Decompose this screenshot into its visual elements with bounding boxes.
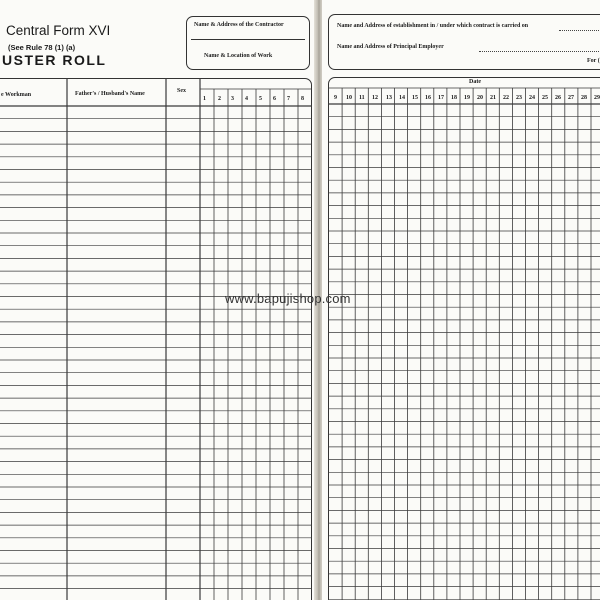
day-header: 10	[346, 95, 352, 101]
day-header: 28	[581, 95, 587, 101]
day-header: 23	[516, 95, 522, 101]
day-header: 4	[245, 96, 248, 102]
day-header: 21	[490, 95, 496, 101]
sex-column-header: Sex	[177, 88, 186, 94]
day-header: 20	[477, 95, 483, 101]
day-header: 16	[425, 95, 431, 101]
day-header: 5	[259, 96, 262, 102]
contractor-label: Name & Address of the Contractor	[194, 22, 284, 28]
day-header: 18	[451, 95, 457, 101]
day-header: 22	[503, 95, 509, 101]
day-header: 7	[287, 96, 290, 102]
day-header: 11	[359, 95, 365, 101]
day-header: 24	[529, 95, 535, 101]
day-header: 25	[542, 95, 548, 101]
date-header: Date	[469, 79, 481, 85]
day-header: 12	[372, 95, 378, 101]
register-title: USTER ROLL	[2, 52, 107, 68]
day-header: 29	[594, 95, 600, 101]
rule-reference: (See Rule 78 (1) (a)	[8, 43, 76, 52]
watermark: www.bapujishop.com	[225, 291, 351, 306]
day-header: 17	[438, 95, 444, 101]
day-header: 14	[399, 95, 405, 101]
workman-column-header: e Workman	[1, 92, 32, 98]
right-grid	[322, 0, 600, 600]
day-header: 6	[273, 96, 276, 102]
day-header: 1	[203, 96, 206, 102]
establishment-label: Name and Address of establishment in / under which contract is carried on	[337, 23, 529, 29]
for-label: For (	[587, 58, 600, 64]
location-label: Name & Location of Work	[204, 53, 273, 59]
day-header: 26	[555, 95, 561, 101]
day-header: 3	[231, 96, 234, 102]
day-header: 13	[386, 95, 392, 101]
right-page	[322, 0, 600, 600]
father-column-header: Father's / Husband's Name	[75, 91, 145, 97]
day-header: 8	[301, 96, 304, 102]
day-header: 27	[568, 95, 574, 101]
day-header: 2	[218, 96, 221, 102]
day-header: 15	[412, 95, 418, 101]
day-header: 9	[334, 95, 337, 101]
day-header: 19	[464, 95, 470, 101]
employer-label: Name and Address of Principal Employer	[337, 44, 444, 50]
form-title: Central Form XVI	[6, 23, 111, 38]
